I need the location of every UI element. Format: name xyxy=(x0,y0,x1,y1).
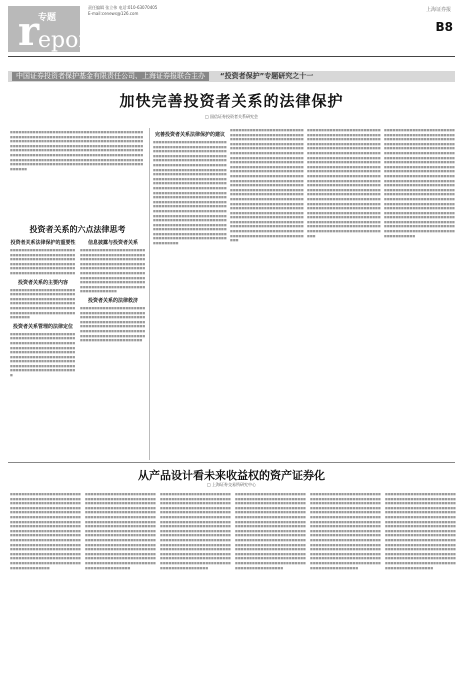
logo-word: eport xyxy=(38,28,98,53)
article2-column-2 xyxy=(85,492,157,672)
article1-lead-column xyxy=(10,130,145,222)
text-block: ■■■■■■■■■■■■■■■■■■■■■■■■■■■■■■■■■■■■■■■■■■■■■■■■■■■■■■■■■■■■■■■■■■■■■■■■■■■■■■■■■■■■■■■■■■■■■■■■■■■■■■■■■■■■■■■■■■■■■■■■■■■■■■■■■■■■■■■■■■■■■■■■■■■■■■■■■■■■■■■■■■■■■■■■■■■■■■■■■■■■■■■■■■■■■■■■■■■■■■■■■■■■■■■■■■■■■■■■■■■■■■■■■■■■■■■■■■■■■■■■■■■■■■■■■■■■■■■■■■■■■■■■■■■■■■■■■■■■■■■■■■■■■■■■■■■■■■■■■■■■■■■■■■■■■■■■■■■■■■■■■■■■■■■■■■■■■■■■■■■■■■■■■■■■■■■■■■■■■■■■■■■■■■■■■■■■■■■■■■■■■■■■■■■■■■■■■■■■■■■■■■■■■■■■■■■■■■■■■■■■■■■■■■■■■■■■■■■■■■■■■■■■■■■■■■■■■■■■■■■■■■■■■■■■■■■■■■■■■■■■■■■■■■■■■■■■■■■■■■■■■■■■■■■■■■■■■■■■■■■■■■■■■■■■■■■■■■■■■■■■■■■■■■■■■■■■■■■■■■■■■■■■■■■■■■■■■■■■■■■■■ xyxy=(153,140,227,246)
sponsor-banner xyxy=(8,71,455,82)
masthead-rule xyxy=(8,56,455,57)
text-block: ■■■■■■■■■■■■■■■■■■■■■■■■■■■■■■■■■■■■■■■■■■■■■■■■■■■■■■■■■■■■■■■■■■■■■■■■■■■■■■■■■■■■■■■■■■■■■■■■■■■■■■■■■■■■■■■■■■■■■■■■■■■■■■■■■■■■■■■■■■■■■■■■■■■■■■■■■■■■■■■■■■■■■■■■■■■■■■■■■■■■■■■ xyxy=(80,305,146,343)
article1-column-5 xyxy=(307,128,381,460)
article2-column-3 xyxy=(160,492,232,672)
text-block: ■■■■■■■■■■■■■■■■■■■■■■■■■■■■■■■■■■■■■■■■■■■■■■■■■■■■■■■■■■■■■■■■■■■■■■■■■■■■■■■■■■■■■■■■■■■■■■■■■■■■■■■■■■■■■■■■■■■■■■■■■■■■■■■■■■■■■■■■■■■■■■■■■■■■■■■■■■■■■■■■■■■■■■■■■■■■■■■■■■■■■■■■■■■■■■■■■■■■■■■■■■■■■■■■ xyxy=(10,331,76,378)
text-block: ■■■■■■■■■■■■■■■■■■■■■■■■■■■■■■■■■■■■■■■■■■■■■■■■■■■■■■■■■■■■■■■■■■■■■■■■■■■■■■■■■■■■■■■■■■■■■■■■■■■■■■■■■■■■■■■■■■■■■■■■■■■■■■■■■■■■■■■■■■■■■■■■■■■■■■■■■■■■■■■■■■■■■■■■■■■■■■■■■■■■■■■■■■■■■■■■■■■■■■■■■■■■■■■■■■■■■■■■■■■■■■■■■■■■■■■■■■■■■■■■■■■■■■■■■■■■■■■■■■■■■■■■■■■■■■■■■■■■■■■■■■■■■■■■■■■■■■■■■■■■■■■■■■■■■■■■■■■■■■■■■■■■■■■■■■■■■■■■■■■■■■■■■■■■■■■■■■■■■■■■■■■■■■■■■■■■■■■■■■■■■■■■■■■■■■■■■■■■■■■■■■■■■■■■■■■■■■■■■ xyxy=(235,492,306,570)
text-block: ■■■■■■■■■■■■■■■■■■■■■■■■■■■■■■■■■■■■■■■■■■■■■■■■■■■■■■■■■■■■■■■■■■■■■■■■■■■■■■■■■■■■■■■■■■■■■■■■■■■■■■■■■■■■■■■■■■■■■■■■■■■■■■■■■■■■■■■■■■ xyxy=(10,248,76,275)
article2-column-4 xyxy=(235,492,307,672)
subhead: 信息披露与投资者关系 xyxy=(87,240,138,246)
editor-info-line: 责任编辑 张立伟 电话:010-63070405 xyxy=(88,5,158,10)
article1-section-heading: 投资者关系的六点法律思考 xyxy=(29,225,126,234)
logo-letter: r xyxy=(18,8,40,55)
column-divider xyxy=(149,128,150,460)
masthead xyxy=(0,0,463,56)
text-block: ■■■■■■■■■■■■■■■■■■■■■■■■■■■■■■■■■■■■■■■■■■■■■■■■■■■■■■■■■■■■■■■■■■■■■■■■■■■■■■■■■■■■■■■■■■■■■■■■■■■■■■■■■■■■■■■■■■■■■■■■■■■■■■■■■■■■■■■■■■■■■■■■■■■■■■■■■■■■■■■■■■■■■■■■■■■■■■■■■■■■■■■■■■■■■■■■■■■■■■■■■■■■■■■■■■■■■■■■■■■■■■■■■■■■■■■■■■■■■■■■■■■■■■■■■■■■■■■■■■■■■■■■■■■■■■■■■■■■■■■■■■■■■■■■■■■■■■■■■■■■■■■■■■■■■■■■■■■■■■■■■■■■■■■■■■■■■■■■■■■■■■■■■■■■■■■■■■■■■■■■■■■■■■■■■■■■■■■■■■■■■■■■■■■■■■■■■■■■■■■■■■■■■■■■■■■■■■ xyxy=(10,492,81,570)
editor-info xyxy=(88,5,308,17)
subhead: 投资者关系管理的法律定位 xyxy=(12,323,73,330)
section-label: 专题 xyxy=(38,13,57,23)
article1-column-2 xyxy=(80,236,146,458)
text-block: ■■■■■■■■■■■■■■■■■■■■■■■■■■■■■■■■■■■■■■■■■■■■■■■■■■■■■■■■■■■■■■■■■■■■■■■■■■■■■■■■■■■■■■■■■■■■■■■■■■■■■■■■■■■■■■■■■■■■■■■■■■■■■■■■■■■■■■■■■■■■■■■■■■■■■■■■■■■■■■■■■■■■■■■■■■■■■■■■■■■■■■■■■■■■■■■■■■■■■■■■■■■■■■■■■■■■■■■■■■■■■■■■■■■■■■■■■■■■■■■■■■■■■■■■■■■■■■■■■■■■■■■■■■■■■■■■■■■■■■■■■■■■■■■■■■■■■■■■■■■■■■■■■■■■■■■■■■■■■■■■■■■■■■■■■■■■■■■■■■■■■■■■■■■■■■■■■■■■■■■■■■■■■■■■■■■■■■■■■■■■■■■■■■■■■■■■■■■■■■■■■■■■■■■■■■■■■■■■■ xyxy=(385,492,456,570)
subhead: 完善投资者关系法律保护的建议 xyxy=(154,132,225,138)
page-number: B8 xyxy=(435,20,453,34)
article1-column-6 xyxy=(384,128,456,460)
article1-byline: □ 国信证券投资者关系研究会 xyxy=(204,114,259,119)
subhead: 投资者关系的主要内容 xyxy=(17,279,68,286)
article1-column-4 xyxy=(230,128,304,460)
editor-email: E-mail:cenews@126.com xyxy=(88,11,139,16)
article2-column-5 xyxy=(310,492,382,672)
text-block: ■■■■■■■■■■■■■■■■■■■■■■■■■■■■■■■■■■■■■■■■■■■■■■■■■■■■■■■■■■■■■■■■■■■■■■■■■■■■■■■■■■■■■■■■■■■■■■■■■■■■■■■■■■■■■■■■■■■■■■■■■■■■■■■■■■■■■■■■■■■■■■■■■■■■■■■■■■■■■■■■■■■■■■■■■■■■■■■■■■■■■■■■■■■■■■■■■■■■■■■■■■■■■■■■■■■■■■■■■■■■■■■■■■■■■■■■■■■■■■■■■■■■■■■■■■■■■■■■■■■■■■■■■■■■■■■■■■■■■■■■■■■■■■■■■■■■■■■■■■■■■■■■■■■■■■■■■■■■■■■■■■■■■■■■■■■■■■■■■■■■■■■■■■■■■■■■■■■■■■■■■■■■■■■■■■■■■■■■■■■■■■■■■■■■■■■■■■■■■■■■■■■■■■■■■■■■■■■■■■■■■■■■■■■■■■■■■■■■■■■■■■■■■■■■■■■■■■■■■■■■■■■■■■■■■■■■■■■■■■■■■■■■■■■■■■■■■■■■■■■■■■■■■■■■■■■■■■■■■■■■■■■■■■■■■■■■■■■■■■■■■■■■■■■■■■■■■■■■■■■■■■■■■■■■■■■■■■■■■■■■■■■■■■■■■■■■■■■■■■■■■ xyxy=(307,128,381,238)
article1-headline: 加快完善投资者关系的法律保护 xyxy=(119,92,344,110)
text-block: ■■■■■■■■■■■■■■■■■■■■■■■■■■■■■■■■■■■■■■■■■■■■■■■■■■■■■■■■■■■■■■■■■■■■■■■■■■■■■■■■■■■■■■■■■■■■■■■■■■■■■■■■■■■■■■■■■■■■■■■■■■■■■■■■■■■■■■■■■■■■■■■■■ xyxy=(10,287,76,320)
text-block: ■■■■■■■■■■■■■■■■■■■■■■■■■■■■■■■■■■■■■■■■■■■■■■■■■■■■■■■■■■■■■■■■■■■■■■■■■■■■■■■■■■■■■■■■■■■■■■■■■■■■■■■■■■■■■■■■■■■■■■■■■■■■■■■■■■■■■■■■■■■■■■■■■■■■■■■■■■■■■■■■■■■■■■■■■■■■■■■■■■■■■■■■■■■■■■■■■■■■■■■■■■■■■■■■■■■■■■■■■■■■■■■■■■■■■■■■■■■■■■■■■■■■■■■■■■■■■■■■■■■■■■■■■■■■■■■■■■■■■■■■■■■■■■■■■■■■■■■■■■■■■■■■■■■■■■■■■■■■■■■■■■■■■■■■■■■■■■■■■■■■■■■■■■■■■■■■■■■■■■■■■■■■■■■■■■■■■■■■■■■■■■ xyxy=(10,130,144,171)
subhead: 投资者关系的法律救济 xyxy=(87,297,138,304)
article-separator xyxy=(8,462,455,463)
text-block: ■■■■■■■■■■■■■■■■■■■■■■■■■■■■■■■■■■■■■■■■■■■■■■■■■■■■■■■■■■■■■■■■■■■■■■■■■■■■■■■■■■■■■■■■■■■■■■■■■■■■■■■■■■■■■■■■■■■■■■■■■■■■■■■■■■■■■■■■■■■■■■■■■■■■■■■■■■■■■■■■■■■■■■■■■■■■■■■■■■■■■■■■■■■■■■■■■■■■■■■■■■■■■■■■■■■■■■■■■■■■■■■■■■■■■■■■■■■■■■■■■■■■■■■■■■■■■■■■■■■■■■■■■■■■■■■■■■■■■■■■■■■■■■■■■■■■■■■■■■■■■■■■■■■■■■■■■■■■■■■■■■■■■■■■■■■■■■■■■■■■■■■■■■■■■■■■■■■■■■■■■■■■■■■■■■■■■■■■■■■■■■■■■■■■■■■■■■■■■■■■■■■■■■■■■■■■■■■■■ xyxy=(160,492,231,570)
section-logo xyxy=(8,6,98,55)
series-text: “投资者保护”专题研究之十一 xyxy=(220,72,314,80)
article2-column-1 xyxy=(10,492,82,672)
sponsor-text: 中国证券投资者保护基金有限责任公司、上海证券报联合主办 xyxy=(12,72,209,81)
article1-column-1 xyxy=(10,236,76,458)
text-block: ■■■■■■■■■■■■■■■■■■■■■■■■■■■■■■■■■■■■■■■■■■■■■■■■■■■■■■■■■■■■■■■■■■■■■■■■■■■■■■■■■■■■■■■■■■■■■■■■■■■■■■■■■■■■■■■■■■■■■■■■■■■■■■■■■■■■■■■■■■■■■■■■■■■■■■■■■■■■■■■■■■■■■■■■■■■■■■■■■■■■■■■■■■■■■■■■■■■■■■■■■■■■■■■■■■■■■■■■■■■■■■■■■■■■■■■■■■■■■■■■■■■■■■■■■■■■■■■■■■■■■■■■■■■■■■■■■■■■■■■■■■■■■■■■■■■■■■■■■■■■■■■■■■■■■■■■■■■■■■■■■■■■■■■■■■■■■■■■■■■■■■■■■■■■■■■■■■■■■■■■■■■■■■■■■■■■■■■■■■■■■■■■■■■■■■■■■■■■■■■■■■■■■■■■■■■■■■■■ xyxy=(85,492,156,570)
article1-column-3 xyxy=(153,128,227,460)
article2-byline: □ 上海证券交易所研究中心 xyxy=(206,482,257,487)
text-block: ■■■■■■■■■■■■■■■■■■■■■■■■■■■■■■■■■■■■■■■■■■■■■■■■■■■■■■■■■■■■■■■■■■■■■■■■■■■■■■■■■■■■■■■■■■■■■■■■■■■■■■■■■■■■■■■■■■■■■■■■■■■■■■■■■■■■■■■■■■■■■■■■■■■■■■■■■■■■■■■■■■■■■■■■■■■■■■■■■■■■■■■■■■■■■■■■■■■■■■■■■■■■■■■■■■■■■■■■■■■■■■■■■■■■■■■■■■■■■■■■■■■■■■■■■■■■■■■■■■■■■■■■■■■■■■■■■■■■■■■■■■■■■■■■■■■■■■■■■■■■■■■■■■■■■■■■■■■■■■■■■■■■■■■■■■■■■■■■■■■■■■■■■■■■■■■■■■■■■■■■■■■■■■■■■■■■■■■■■■■■■■■■■■■■■■■■■■■■■■■■■■■■■■■■■■■■■■■■■■■■■■■■■■■■■■■■■■■■■■■■■■■■■■■■■■■■■■■■■■■■■■■■■■■■■■■■■■■■■■■■■■■■■■■■■■■■■■■■■■■■■■■■■■■■■■■■■■■■■■■■■■■■■■■■■■■■■■■■■■■■■■■■■■■■■■■■■■■■■■■■■■■■■■■■■■■■■■■■■■■■■■■■■■ xyxy=(384,128,455,238)
text-block: ■■■■■■■■■■■■■■■■■■■■■■■■■■■■■■■■■■■■■■■■■■■■■■■■■■■■■■■■■■■■■■■■■■■■■■■■■■■■■■■■■■■■■■■■■■■■■■■■■■■■■■■■■■■■■■■■■■■■■■■■■■■■■■■■■■■■■■■■■■■■■■■■■■■■■■■■■■■■■■■■■■■■■■■■■■■■■■■■■■■■■■■■■■■■■■■■■■■■■■■■■■■■■■■■■■■■■■■■■■■■ xyxy=(80,248,146,294)
article2-headline: 从产品设计看未来收益权的资产证券化 xyxy=(138,469,325,482)
subhead: 投资者关系法律保护的重要性 xyxy=(10,240,76,246)
paper-name: 上海证券报 xyxy=(425,7,451,13)
article2-column-6 xyxy=(385,492,456,672)
text-block: ■■■■■■■■■■■■■■■■■■■■■■■■■■■■■■■■■■■■■■■■■■■■■■■■■■■■■■■■■■■■■■■■■■■■■■■■■■■■■■■■■■■■■■■■■■■■■■■■■■■■■■■■■■■■■■■■■■■■■■■■■■■■■■■■■■■■■■■■■■■■■■■■■■■■■■■■■■■■■■■■■■■■■■■■■■■■■■■■■■■■■■■■■■■■■■■■■■■■■■■■■■■■■■■■■■■■■■■■■■■■■■■■■■■■■■■■■■■■■■■■■■■■■■■■■■■■■■■■■■■■■■■■■■■■■■■■■■■■■■■■■■■■■■■■■■■■■■■■■■■■■■■■■■■■■■■■■■■■■■■■■■■■■■■■■■■■■■■■■■■■■■■■■■■■■■■■■■■■■■■■■■■■■■■■■■■■■■■■■■■■■■■■■■■■■■■■■■■■■■■■■■■■■■■■■■■■■■■■■■■■■■■■■■■■■■■■■■■■■■■■■■■■■■■■■■■■■■■■■■■■■■■■■■■■■■■■■■■■■■■■■■■■■■■■■■■■■■■■■■■■■■■■■■■■■■■■■■■■■■■■■■■■■■■■■■■■■■■■■■■■■■■■■■■■■■■■■■■■■■■■■■■■■■■■■■■■■■■■■■■■■■■■■■■■■■■■■■■■■■■■■■■■■■■■■■■■■■■■■■■■■■■■■■■ xyxy=(230,128,304,243)
text-block: ■■■■■■■■■■■■■■■■■■■■■■■■■■■■■■■■■■■■■■■■■■■■■■■■■■■■■■■■■■■■■■■■■■■■■■■■■■■■■■■■■■■■■■■■■■■■■■■■■■■■■■■■■■■■■■■■■■■■■■■■■■■■■■■■■■■■■■■■■■■■■■■■■■■■■■■■■■■■■■■■■■■■■■■■■■■■■■■■■■■■■■■■■■■■■■■■■■■■■■■■■■■■■■■■■■■■■■■■■■■■■■■■■■■■■■■■■■■■■■■■■■■■■■■■■■■■■■■■■■■■■■■■■■■■■■■■■■■■■■■■■■■■■■■■■■■■■■■■■■■■■■■■■■■■■■■■■■■■■■■■■■■■■■■■■■■■■■■■■■■■■■■■■■■■■■■■■■■■■■■■■■■■■■■■■■■■■■■■■■■■■■■■■■■■■■■■■■■■■■■■■■■■■■■■■■■■■■■■■ xyxy=(310,492,381,570)
